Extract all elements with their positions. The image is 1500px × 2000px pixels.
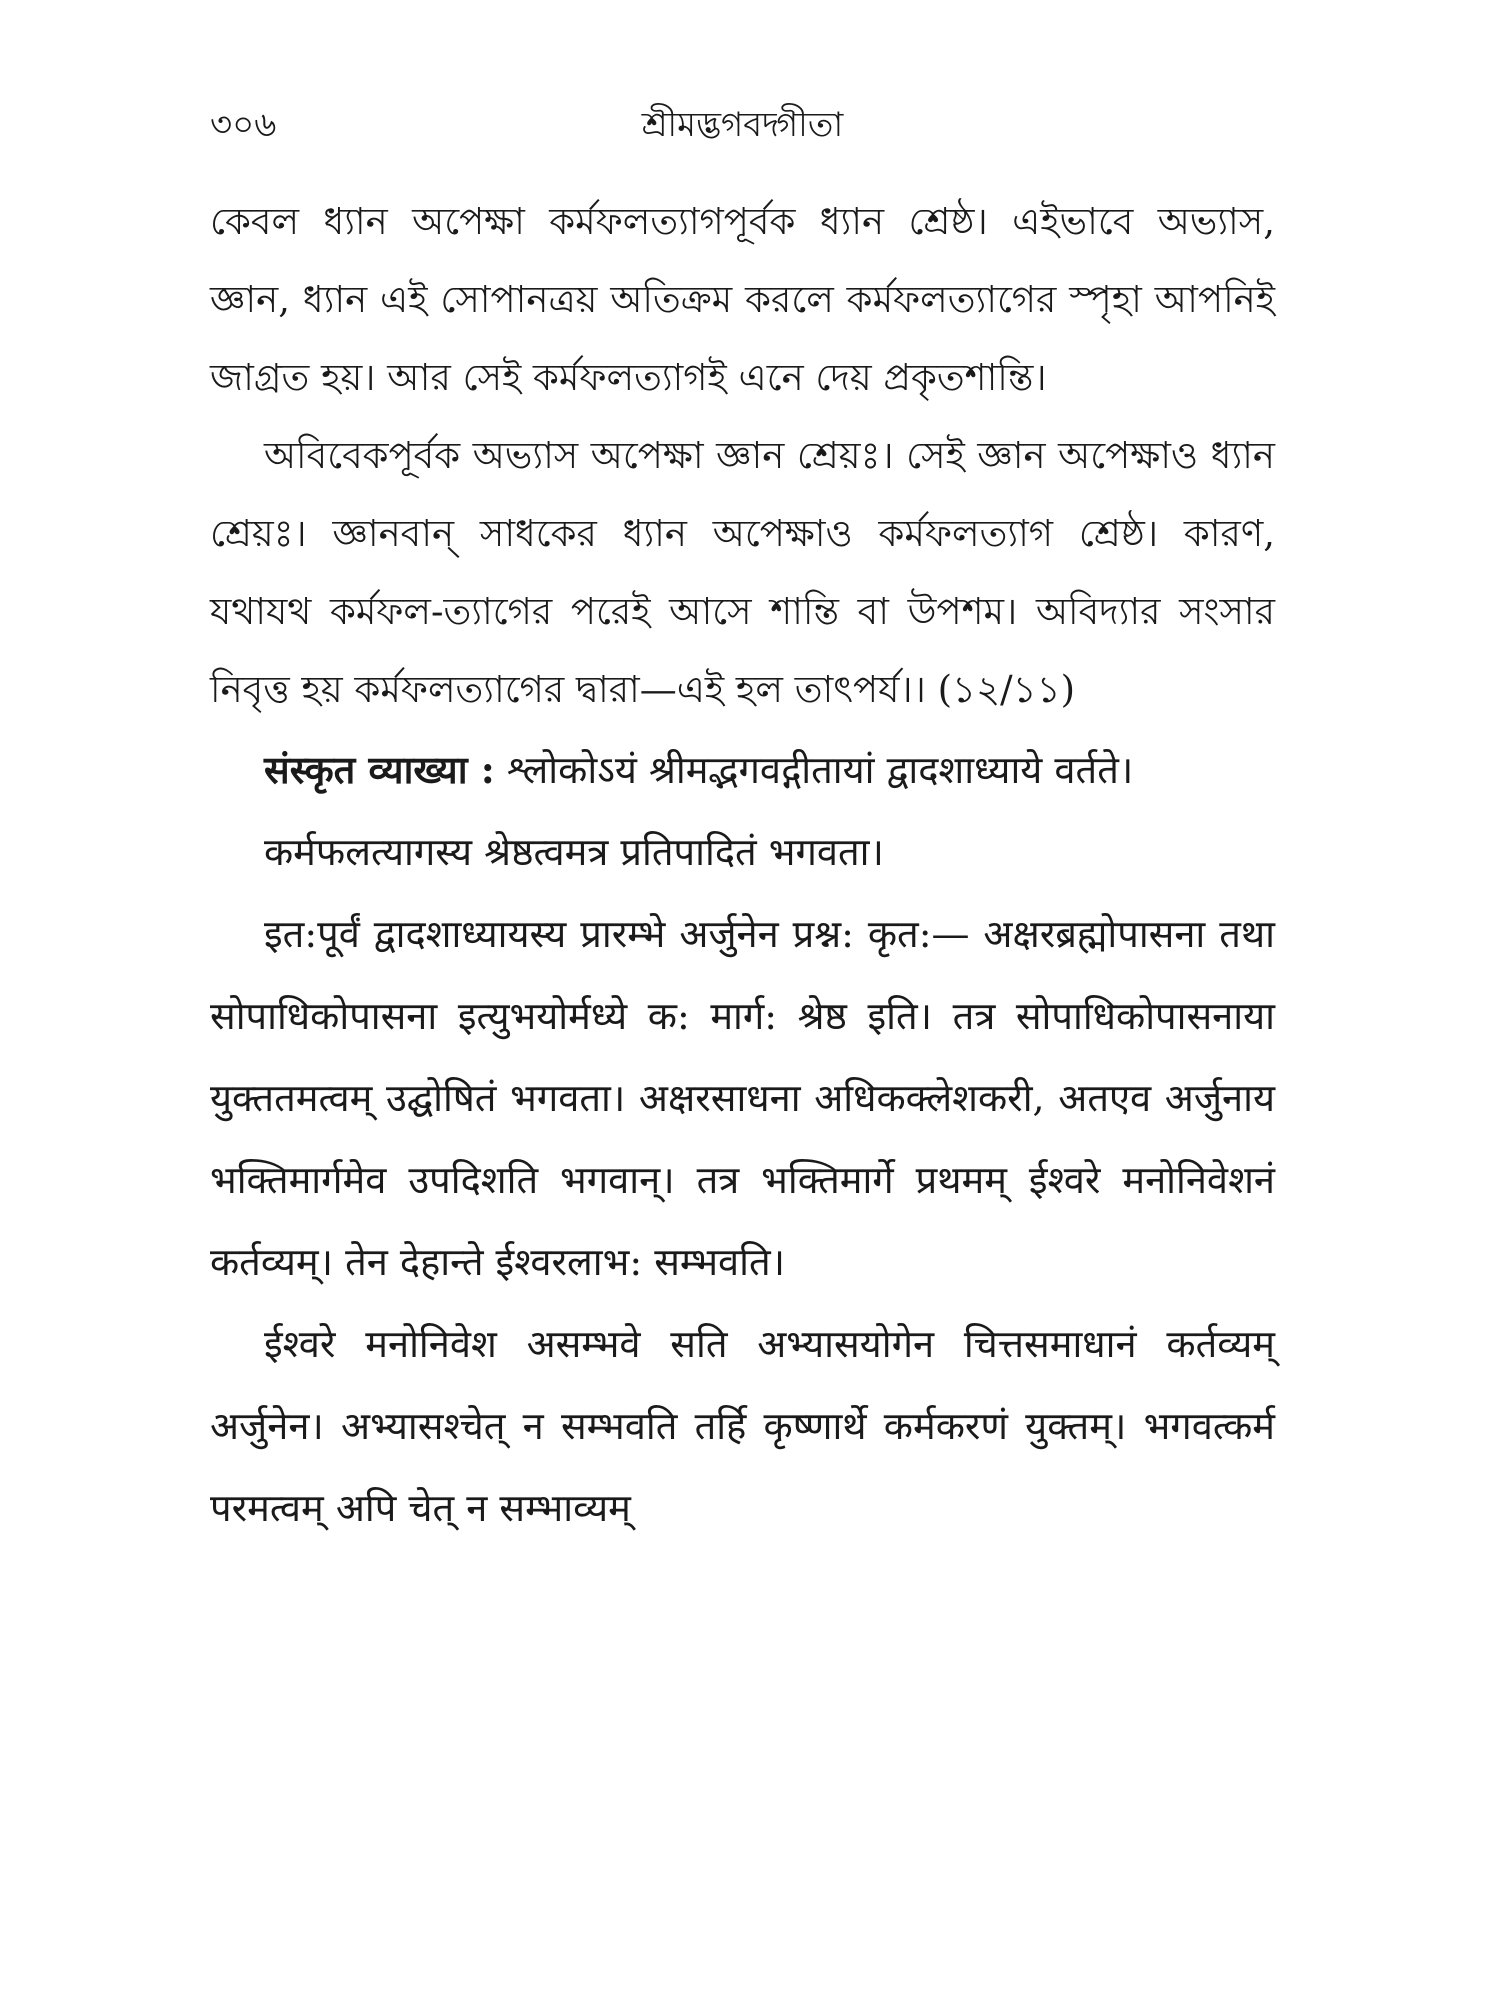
page-body	[210, 183, 1275, 1549]
paragraph-sanskrit-intro	[210, 729, 1275, 811]
paragraph-sanskrit-3: इत:पूर्वं द्वादशाध्यायस्य प्रारम्भे अर्जुनेन प्रश्न: कृत:— अक्षरब्रह्मोपासना तथा सोपाधिकोपासना इत्युभयोर्मध्ये क: मार्ग: श्रेष्ठ इति। तत्र सोपाधिकोपासनाया युक्ततमत्वम् उद्घोषितं भगवता। अक्षरसाधना अधिकक्लेशकरी, अतएव अर्जुनाय भक्तिमार्गमेव उपदिशति भगवान्। तत्र भक्तिमार्गे प्रथमम् ईश्वरे मनोनिवेशनं कर्तव्यम्। तेन देहान्ते ईश्वरलाभ: सम्भवति।	[210, 912, 1275, 1284]
book-page	[210, 95, 1275, 1549]
paragraph-bengali-2: অবিবেকপূর্বক অভ্যাস অপেক্ষা জ্ঞান শ্রেয়ঃ। সেই জ্ঞান অপেক্ষাও ধ্যান শ্রেয়ঃ। জ্ঞানবান্ সাধকের ধ্যান অপেক্ষাও কর্মফলত্যাগ শ্রেষ্ঠ। কারণ, যথাযথ কর্মফল-ত্যাগের পরেই আসে শান্তি বা উপশম। অবিদ্যার সংসার নিবৃত্ত হয় কর্মফলত্যাগের দ্বারা—এই হল তাৎপর্য।। (১২/১১)	[210, 434, 1275, 711]
paragraph-sanskrit-4: ईश्वरे मनोनिवेश असम्भवे सति अभ्यासयोगेन चित्तसमाधानं कर्तव्यम् अर्जुनेन। अभ्यासश्चेत् न सम्भवति तर्हि कृष्णार्थे कर्मकरणं युक्तम्। भगवत्कर्म परमत्वम् अपि चेत् न सम्भाव्यम्	[210, 1322, 1275, 1530]
page-number: ৩০৬	[210, 105, 277, 145]
sanskrit-commentary-label: संस्कृत व्याख्या :	[264, 747, 495, 792]
paragraph-sanskrit-2: कर्मफलत्यागस्य श्रेष्ठत्वमत्र प्रतिपादितं भगवता।	[264, 830, 884, 874]
page-header	[210, 95, 1275, 155]
running-title: শ্রীমদ্ভগবদ্গীতা	[641, 105, 844, 145]
paragraph-bengali-1: কেবল ধ্যান অপেক্ষা কর্মফলত্যাগপূর্বক ধ্যান শ্রেষ্ঠ। এইভাবে অভ্যাস, জ্ঞান, ধ্যান এই সোপানত্রয় অতিক্রম করলে কর্মফলত্যাগের স্পৃহা আপনিই জাগ্রত হয়। আর সেই কর্মফলত্যাগই এনে দেয় প্রকৃতশান্তি।	[210, 200, 1275, 399]
sanskrit-intro-text: श्लोकोऽयं श्रीमद्भगवद्गीतायां द्वादशाध्याये वर्तते।	[494, 748, 1134, 792]
